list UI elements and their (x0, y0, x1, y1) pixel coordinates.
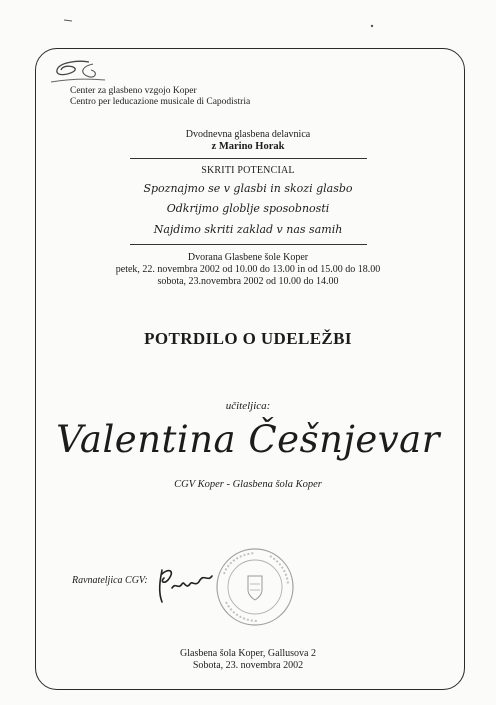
date-saturday: sobota, 23.novembra 2002 od 10.00 do 14.00 (157, 276, 339, 287)
org-name-italian: Centro per leducazione musicale di Capodistria (70, 97, 251, 107)
tagline-1: Spoznajmo se v glasbi in skozi glasbo (143, 182, 353, 195)
workshop-leader: z Marino Horak (211, 141, 285, 152)
logo-icon (49, 58, 107, 88)
recipient-role: učiteljica: (225, 400, 271, 412)
tagline-2: Odkrijmo globlje sposobnosti (166, 202, 330, 215)
scan-dot (370, 24, 374, 28)
director-label: Ravnateljica CGV: (72, 575, 148, 586)
organization-names (70, 86, 250, 108)
venue: Dvorana Glasbene šole Koper (187, 252, 309, 263)
recipient-institution: CGV Koper - Glasbena šola Koper (174, 479, 322, 490)
footer-address: Glasbena šola Koper, Gallusova 2 (180, 648, 316, 659)
org-name-slovene: Center za glasbeno vzgojo Koper (70, 86, 197, 96)
certificate-title: POTRDILO O UDELEŽBI (144, 329, 352, 348)
divider-bottom (130, 244, 367, 245)
theme-heading: SKRITI POTENCIAL (201, 165, 295, 176)
tagline-3: Najdimo skriti zaklad v nas samih (153, 223, 343, 236)
official-stamp-icon (214, 546, 296, 628)
scan-mark (64, 19, 72, 22)
footer-date: Sobota, 23. novembra 2002 (192, 660, 304, 671)
divider-top (130, 158, 367, 159)
date-friday: petek, 22. novembra 2002 od 10.00 do 13.00 in od 15.00 do 18.00 (115, 264, 381, 275)
workshop-title: Dvodnevna glasbena delavnica (185, 129, 311, 140)
recipient-name: Valentina Češnjevar (56, 418, 440, 461)
